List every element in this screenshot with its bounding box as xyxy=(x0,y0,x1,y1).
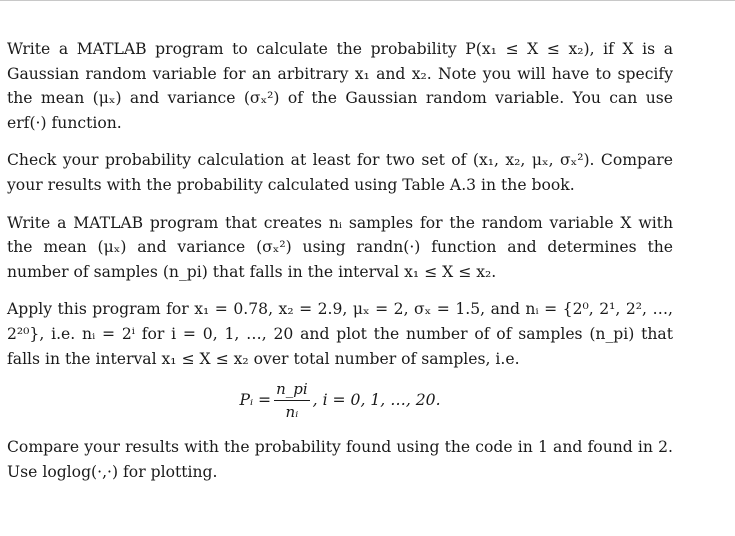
equation-numerator: n_pi xyxy=(274,379,310,401)
probability-equation xyxy=(7,379,673,425)
equation-fraction xyxy=(274,379,310,422)
paragraph-5: Compare your results with the probability found using the code in 1 and found in 2. Use loglog(·,·) for plotting. xyxy=(7,438,673,481)
equation-rhs: , i = 0, 1, …, 20. xyxy=(312,391,441,410)
problem-text xyxy=(7,37,673,497)
paragraph-2: Check your probability calculation at least for two set of (x₁, x₂, μₓ, σₓ²). Compare your results with the probability calculated using Table A.3 in the book. xyxy=(7,151,673,194)
equation-lhs: Pᵢ = xyxy=(239,391,272,410)
paragraph-4: Apply this program for x₁ = 0.78, x₂ = 2.9, μₓ = 2, σₓ = 1.5, and nᵢ = {2⁰, 2¹, 2², …, 2²⁰}, i.e. nᵢ = 2ⁱ for i = 0, 1, …, 20 and plot the number of of samples (n_pi) that falls in the interval x₁ ≤ X ≤ x₂ over total number of samples, i.e. xyxy=(7,300,673,368)
paragraph-1: Write a MATLAB program to calculate the probability P(x₁ ≤ X ≤ x₂), if X is a Gaussian random variable for an arbitrary x₁ and x₂. Note you will have to specify the mean (μₓ) and variance (σₓ²) of the Gaussian random variable. You can use erf(·) function. xyxy=(7,40,673,132)
top-divider xyxy=(0,0,735,1)
paragraph-3: Write a MATLAB program that creates nᵢ samples for the random variable X with the mean (μₓ) and variance (σₓ²) using randn(·) function and determines the number of samples (n_pi) that falls in the interval x₁ ≤ X ≤ x₂. xyxy=(7,213,673,281)
equation-denominator: nᵢ xyxy=(285,403,299,422)
